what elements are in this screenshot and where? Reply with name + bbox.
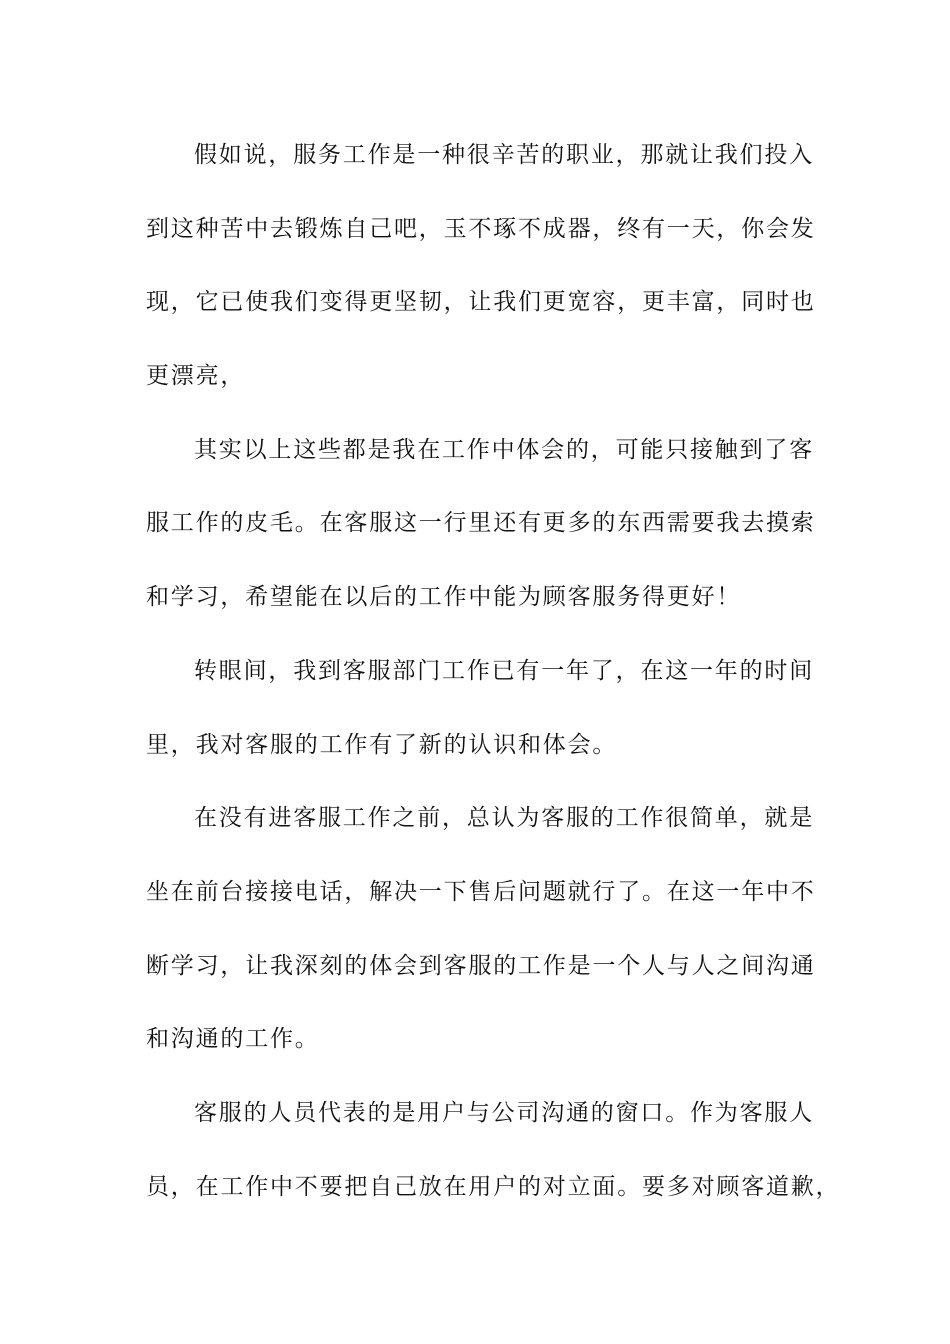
text-line: 其实以上这些都是我在工作中体会的，可能只接触到了客: [194, 436, 814, 463]
text-line: 更漂亮，: [146, 363, 246, 390]
text-line: 服工作的皮毛。在客服这一行里还有更多的东西需要我去摸索: [146, 510, 816, 537]
text-line: 坐在前台接接电话，解决一下售后问题就行了。在这一年中不: [146, 878, 816, 905]
text-line: 员，在工作中不要把自己放在用户的对立面。要多对顾客道歉，: [146, 1173, 841, 1200]
text-line: 断学习，让我深刻的体会到客服的工作是一个人与人之间沟通: [146, 952, 816, 979]
text-line: 转眼间，我到客服部门工作已有一年了，在这一年的时间: [194, 657, 814, 684]
text-line: 和学习，希望能在以后的工作中能为顾客服务得更好！: [146, 584, 742, 611]
text-line: 客服的人员代表的是用户与公司沟通的窗口。作为客服人: [194, 1099, 814, 1126]
text-line: 和沟通的工作。: [146, 1026, 320, 1053]
text-line: 里，我对客服的工作有了新的认识和体会。: [146, 731, 618, 758]
text-line: 到这种苦中去锻炼自己吧，玉不琢不成器，终有一天，你会发: [146, 215, 816, 242]
text-line: 在没有进客服工作之前，总认为客服的工作很简单，就是: [194, 805, 814, 832]
text-line: 现，它已使我们变得更坚韧，让我们更宽容，更丰富，同时也: [146, 289, 816, 316]
document-body: [146, 130, 841, 1235]
text-line: 假如说，服务工作是一种很辛苦的职业，那就让我们投入: [194, 142, 814, 168]
